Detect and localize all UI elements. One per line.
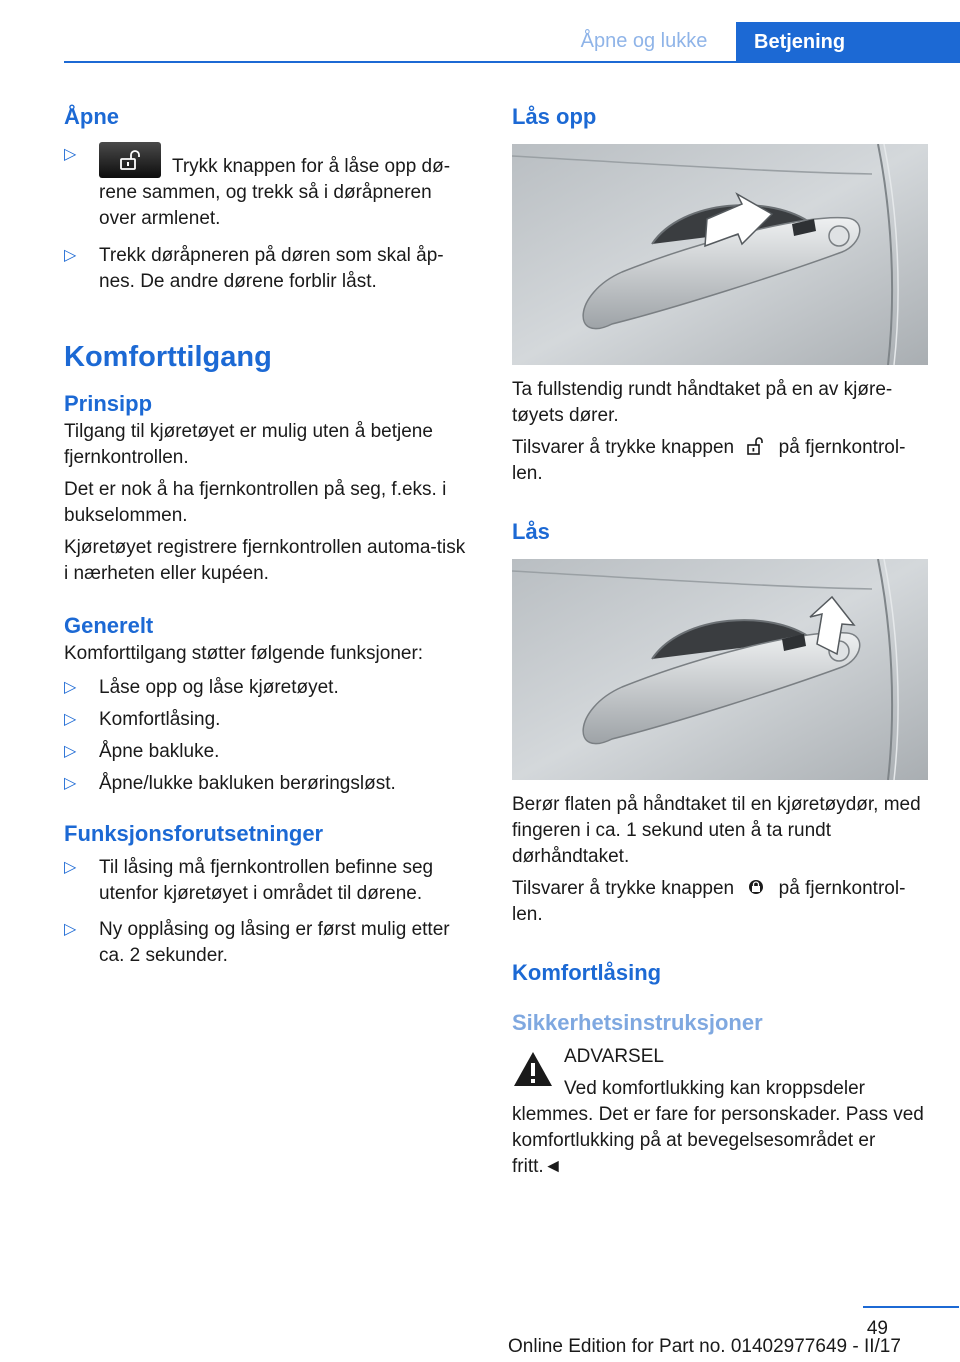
laas-text-2-b: på fjernkontrol‐len. bbox=[512, 878, 906, 925]
laas-opp-text-2-a: Tilsvarer å trykke knappen bbox=[512, 437, 735, 458]
triangle-right-icon: ▷ bbox=[64, 247, 77, 264]
door-handle-lock-photo bbox=[512, 559, 928, 780]
heading-komforttilgang: Komforttilgang bbox=[64, 341, 272, 373]
forutsetninger-item-text: Til låsing må fjernkontrollen befinne seg utenfor kjøretøyet i området til dørene. bbox=[99, 857, 434, 904]
heading-funksjonsforutsetninger: Funksjonsforutsetninger bbox=[64, 821, 324, 846]
prinsipp-paragraph-1: Tilgang til kjøretøyet er mulig uten å betjene fjernkontrollen. bbox=[64, 421, 433, 468]
generelt-item-text: Komfortlåsing. bbox=[99, 709, 221, 730]
aapne-item-1-text: Trykk knappen for å låse opp dø‐rene sammen, og trekk så i døråpneren over armlenet. bbox=[99, 156, 451, 229]
door-handle-unlock-photo bbox=[512, 144, 928, 365]
warning-block bbox=[512, 1044, 928, 1070]
list-item bbox=[64, 739, 469, 765]
list-item bbox=[64, 243, 469, 295]
lock-icon bbox=[739, 877, 773, 897]
heading-laas: Lås bbox=[512, 519, 550, 544]
laas-opp-text-2 bbox=[512, 435, 928, 487]
laas-text-1: Berør flaten på håndtaket til en kjøretøydør, med fingeren i ca. 1 sekund uten å ta rundt dørhåndtaket. bbox=[512, 794, 921, 867]
generelt-intro: Komforttilgang støtter følgende funksjoner: bbox=[64, 643, 424, 664]
triangle-right-icon: ▷ bbox=[64, 921, 77, 938]
list-item bbox=[64, 142, 469, 232]
generelt-list bbox=[64, 675, 469, 797]
laas-opp-text-1: Ta fullstendig rundt håndtaket på en av kjøre‐tøyets dører. bbox=[512, 379, 893, 426]
page-number: 49 bbox=[866, 1318, 888, 1339]
unlock-button-icon bbox=[99, 142, 161, 178]
page-number-rule bbox=[863, 1306, 959, 1308]
list-item bbox=[64, 771, 469, 797]
generelt-item-text: Åpne bakluke. bbox=[99, 741, 220, 762]
triangle-right-icon: ▷ bbox=[64, 679, 77, 696]
aapne-item-2-text: Trekk døråpneren på døren som skal åp‐nes. De andre dørene forblir låst. bbox=[99, 245, 444, 292]
left-column bbox=[64, 96, 469, 969]
list-item bbox=[64, 707, 469, 733]
generelt-item-text: Låse opp og låse kjøretøyet. bbox=[99, 677, 339, 698]
forutsetninger-item-text: Ny opplåsing og låsing er først mulig etter ca. 2 sekunder. bbox=[99, 919, 450, 966]
heading-komfortlaasing: Komfortlåsing bbox=[512, 960, 662, 985]
heading-aapne: Åpne bbox=[64, 104, 119, 129]
warning-label: ADVARSEL bbox=[564, 1046, 664, 1067]
triangle-right-icon: ▷ bbox=[64, 711, 77, 728]
laas-opp-text-2-b: på fjernkontrol‐len. bbox=[512, 437, 906, 484]
generelt-item-text: Åpne/lukke bakluken berøringsløst. bbox=[99, 773, 396, 794]
aapne-list bbox=[64, 142, 469, 295]
heading-sikkerhetsinstruksjoner: Sikkerhetsinstruksjoner bbox=[512, 1010, 763, 1035]
header-rule bbox=[64, 61, 960, 63]
heading-prinsipp: Prinsipp bbox=[64, 391, 153, 416]
laas-text-2-a: Tilsvarer å trykke knappen bbox=[512, 878, 735, 899]
header-section-title: Åpne og lukke bbox=[580, 30, 708, 52]
triangle-right-icon: ▷ bbox=[64, 859, 77, 876]
heading-generelt: Generelt bbox=[64, 613, 154, 638]
forutsetninger-list bbox=[64, 855, 469, 969]
triangle-right-icon: ▷ bbox=[64, 743, 77, 760]
warning-text: Ved komfortlukking kan kroppsdeler klemmes. Det er fare for personskader. Pass ved komfortlukking på at bevegelsesområdet er fritt.◄ bbox=[512, 1078, 924, 1177]
prinsipp-paragraph-3: Kjøretøyet registrere fjernkontrollen automa‐tisk i nærheten eller kupéen. bbox=[64, 537, 466, 584]
list-item bbox=[64, 855, 469, 907]
page-header bbox=[0, 0, 960, 62]
triangle-right-icon: ▷ bbox=[64, 775, 77, 792]
edition-footer: Online Edition for Part no. 01402977649 - II/17 bbox=[508, 1336, 901, 1357]
laas-text-2 bbox=[512, 876, 928, 928]
unlock-icon bbox=[739, 436, 773, 456]
list-item bbox=[64, 917, 469, 969]
list-item bbox=[64, 675, 469, 701]
right-column bbox=[512, 96, 928, 1180]
heading-laas-opp: Lås opp bbox=[512, 104, 597, 129]
header-chapter-tab: Betjening bbox=[736, 22, 960, 62]
warning-triangle-icon bbox=[512, 1050, 554, 1088]
triangle-right-icon: ▷ bbox=[64, 146, 77, 163]
prinsipp-paragraph-2: Det er nok å ha fjernkontrollen på seg, f.eks. i bukselommen. bbox=[64, 479, 447, 526]
